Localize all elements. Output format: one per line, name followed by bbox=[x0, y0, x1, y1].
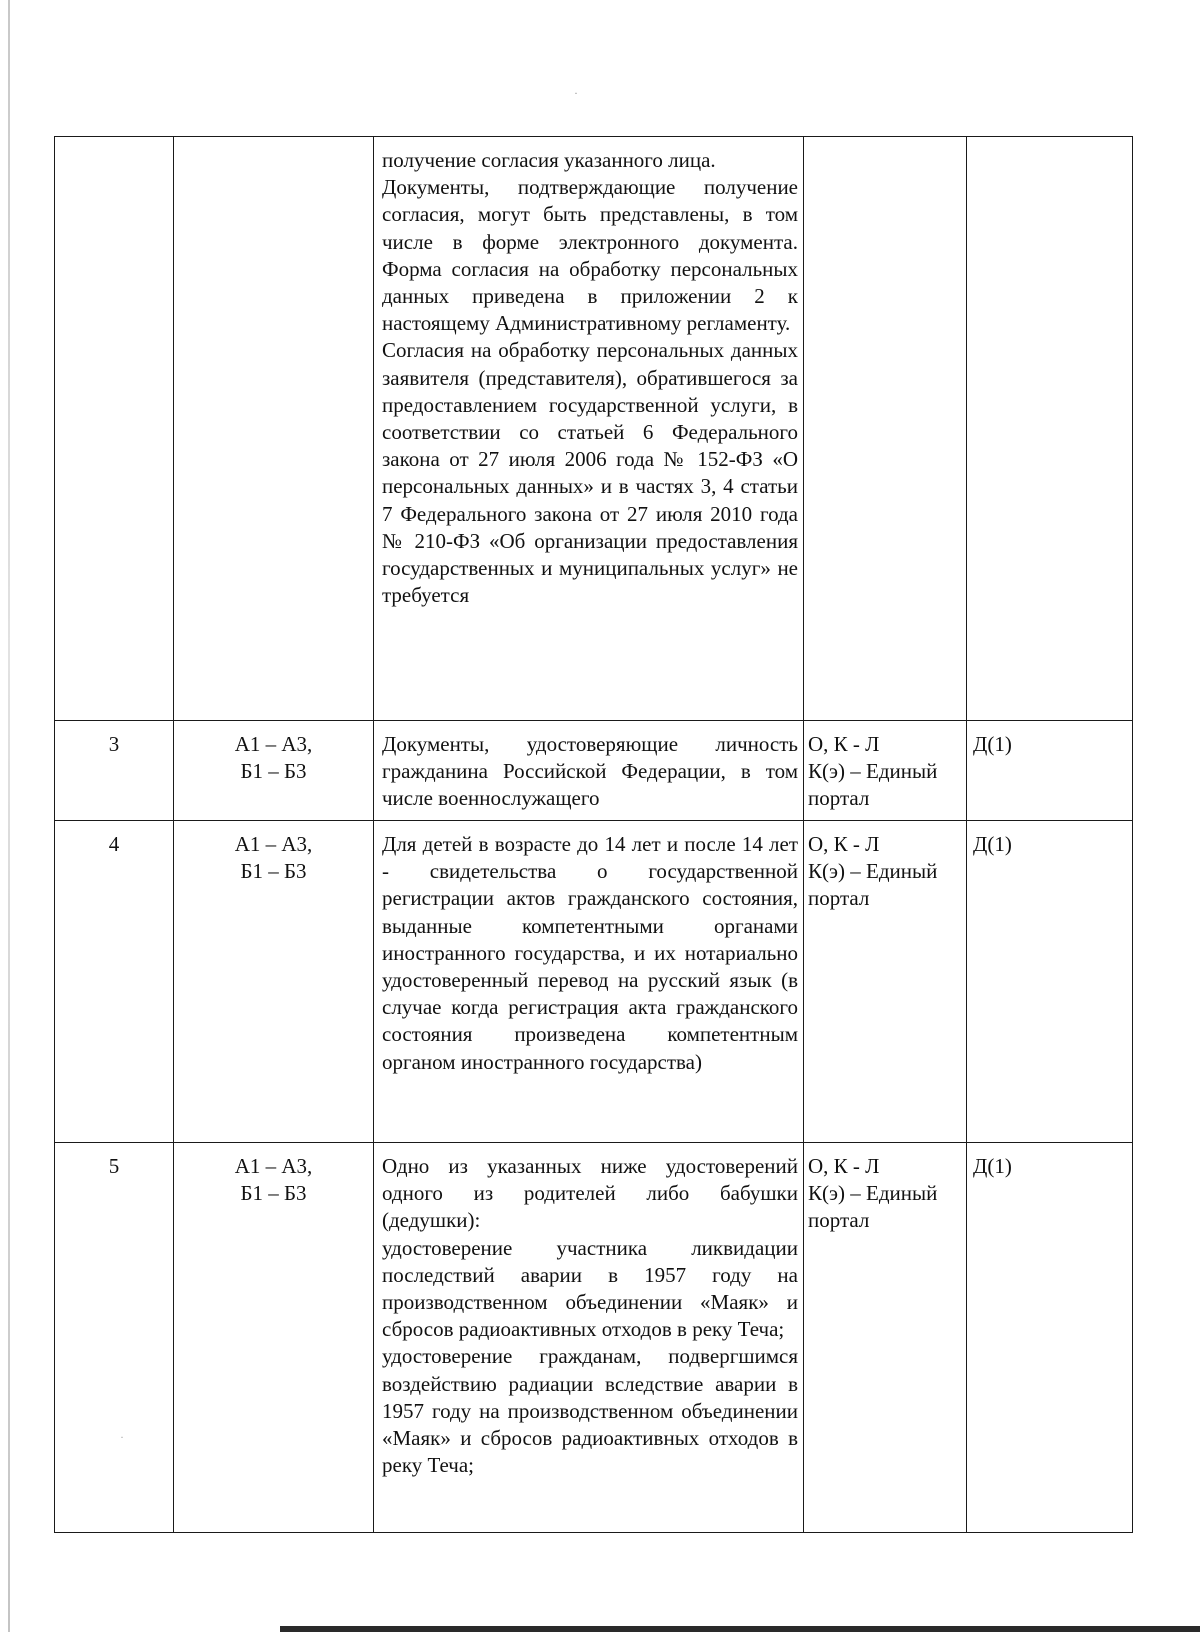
row-number-cell: 3 bbox=[55, 721, 174, 821]
document-paragraph: получение согласия указанного лица. bbox=[382, 148, 716, 172]
document-description-cell bbox=[374, 1143, 804, 1533]
source-cell: Д(1) bbox=[967, 1143, 1133, 1533]
category-line: А1 – А3, bbox=[234, 732, 313, 756]
row-number-cell bbox=[55, 137, 174, 721]
form-line: портал bbox=[808, 1208, 870, 1233]
source-cell: Д(1) bbox=[967, 721, 1133, 821]
row-number-cell: 4 bbox=[55, 821, 174, 1143]
submission-form-cell bbox=[804, 1143, 967, 1533]
table-row bbox=[55, 721, 1133, 821]
document-paragraph: удостоверение участника ликвидации последствий аварии в 1957 году на производственном объединении «Маяк» и сбросов радиоактивных отходов в реку Теча; bbox=[382, 1235, 798, 1342]
applicant-category-cell bbox=[174, 721, 374, 821]
form-line: К(э) – Единый bbox=[808, 759, 938, 784]
table-row bbox=[55, 1143, 1133, 1533]
form-line: портал bbox=[808, 786, 870, 811]
document-paragraph: Для детей в возрасте до 14 лет и после 14 лет - свидетельства о государственной регистрации актов гражданского состояния, выданные компетентными органами иностранного государства, и их нотариально удостоверенный перевод на русский язык (в случае когда регистрация акта гражданского состояния произведена компетентным органом иностранного государства) bbox=[382, 832, 798, 1074]
form-line: К(э) – Единый bbox=[808, 1181, 938, 1206]
category-line: А1 – А3, bbox=[234, 832, 313, 856]
category-line: Б1 – Б3 bbox=[240, 1181, 307, 1206]
form-line: О, К - Л bbox=[808, 732, 880, 756]
applicant-category-cell bbox=[174, 137, 374, 721]
form-line: О, К - Л bbox=[808, 1154, 880, 1178]
category-line: Б1 – Б3 bbox=[240, 859, 307, 884]
document-paragraph: Одно из указанных ниже удостоверений одного из родителей либо бабушки (дедушки): bbox=[382, 1154, 798, 1233]
scan-speck: · bbox=[574, 86, 578, 100]
form-line: портал bbox=[808, 886, 870, 911]
source-cell: Д(1) bbox=[967, 821, 1133, 1143]
submission-form-cell bbox=[804, 821, 967, 1143]
document-description-cell bbox=[374, 821, 804, 1143]
documents-table bbox=[54, 136, 1133, 1533]
category-line: А1 – А3, bbox=[234, 1154, 313, 1178]
document-paragraph: удостоверение гражданам, подвергшимся воздействию радиации вследствие аварии в 1957 году на производственном объединении «Маяк» и сбросов радиоактивных отходов в реку Теча; bbox=[382, 1344, 798, 1478]
submission-form-cell bbox=[804, 721, 967, 821]
document-paragraph: Документы, подтверждающие получение согласия, могут быть представлены, в том числе в форме электронного документа. Форма согласия на обработку персональных данных приведена в приложении 2 к настоящему Административному регламенту. bbox=[382, 175, 798, 336]
table-row bbox=[55, 821, 1133, 1143]
applicant-category-cell bbox=[174, 1143, 374, 1533]
document-paragraph: Документы, удостоверяющие личность гражданина Российской Федерации, в том числе военнослужащего bbox=[382, 732, 798, 811]
category-line: Б1 – Б3 bbox=[240, 759, 307, 784]
scan-speck: · bbox=[120, 1430, 124, 1444]
row-number-cell: 5 bbox=[55, 1143, 174, 1533]
document-description-cell bbox=[374, 721, 804, 821]
scan-bottom-edge bbox=[280, 1626, 1200, 1632]
document-description-cell bbox=[374, 137, 804, 721]
submission-form-cell bbox=[804, 137, 967, 721]
applicant-category-cell bbox=[174, 821, 374, 1143]
scan-edge bbox=[8, 0, 10, 1632]
document-paragraph: Согласия на обработку персональных данных заявителя (представителя), обратившегося за предоставлением государственной услуги, в соответствии со статьей 6 Федерального закона от 27 июля 2006 года № 152-ФЗ «О персональных данных» и в частях 3, 4 статьи 7 Федерального закона от 27 июля 2010 года № 210-ФЗ «Об организации предоставления государственных и муниципальных услуг» не требуется bbox=[382, 338, 798, 608]
table-row bbox=[55, 137, 1133, 721]
form-line: К(э) – Единый bbox=[808, 859, 938, 884]
form-line: О, К - Л bbox=[808, 832, 880, 856]
source-cell bbox=[967, 137, 1133, 721]
